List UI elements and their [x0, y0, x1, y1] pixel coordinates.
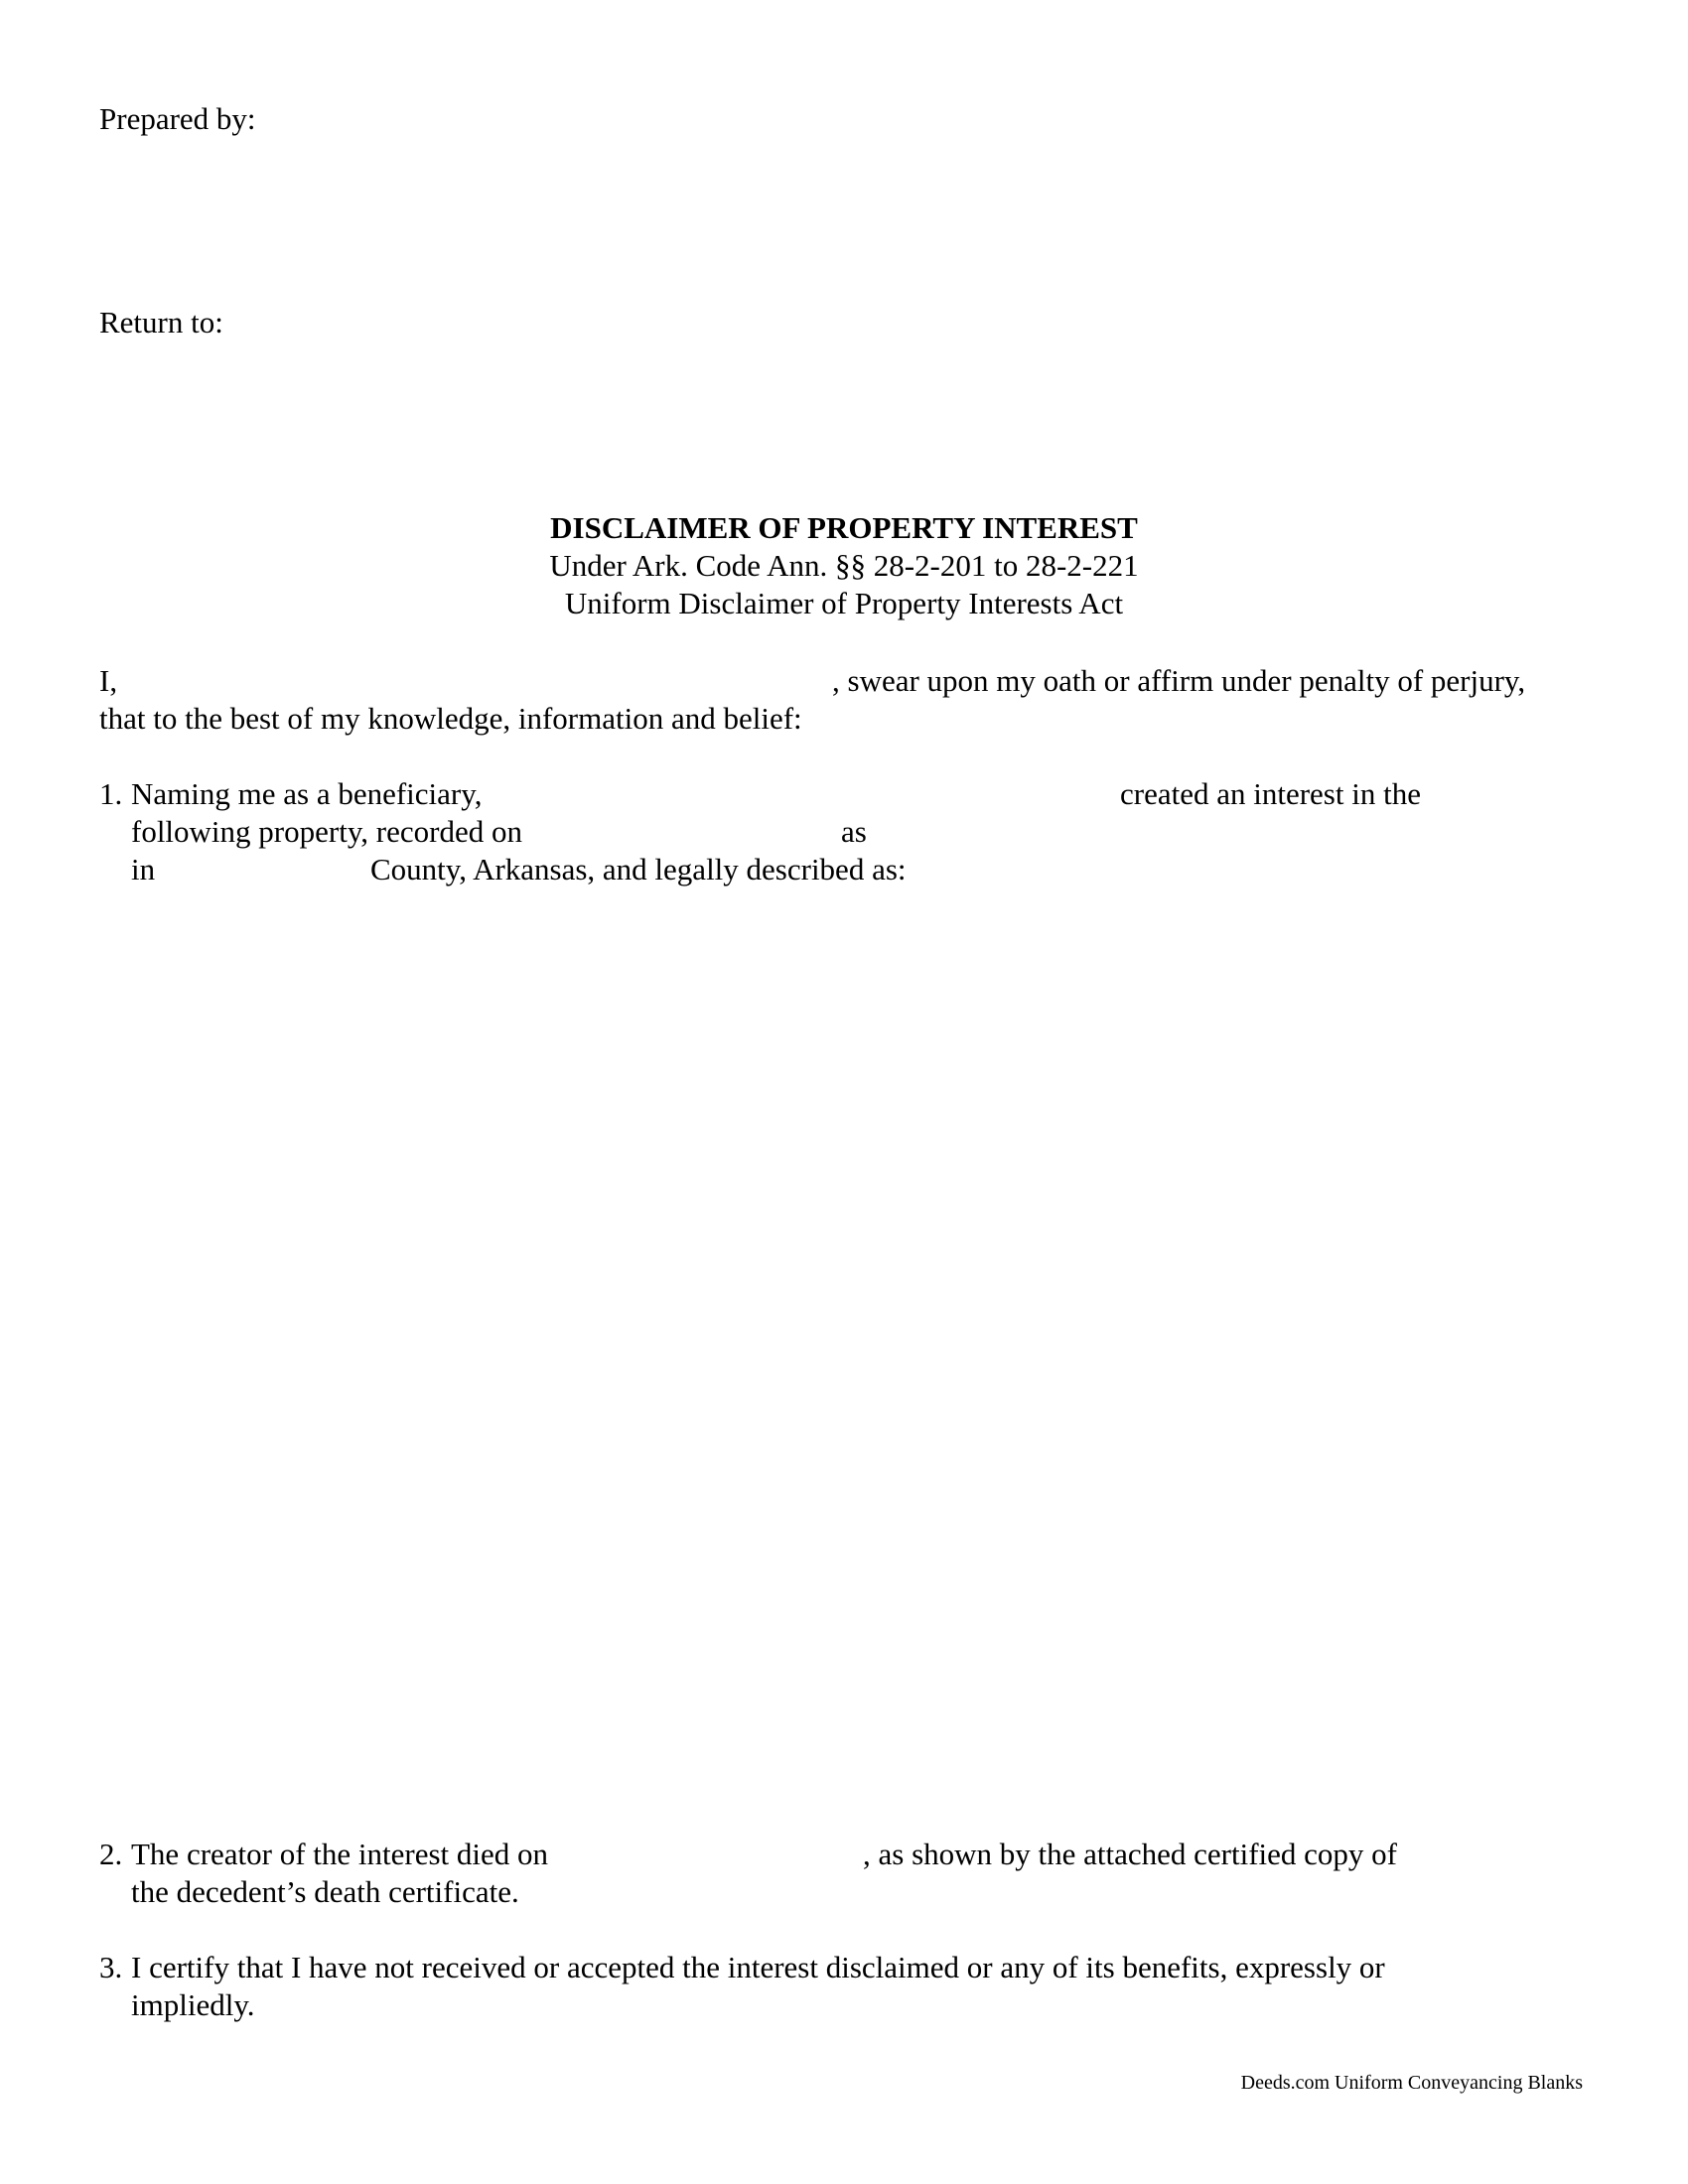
item-1-as: as [841, 814, 867, 849]
item-1-county: County, Arkansas, and legally described as: [370, 852, 907, 887]
item-2-text-2: , as shown by the attached certified copy of [863, 1837, 1398, 1871]
item-2-number: 2. [99, 1837, 123, 1871]
footer-credit: Deeds.com Uniform Conveyancing Blanks [1240, 2072, 1583, 2094]
item-2-text-1: The creator of the interest died on [131, 1837, 549, 1871]
item-1-number: 1. [99, 776, 123, 811]
oath-line-2: that to the best of my knowledge, information and belief: [99, 701, 802, 736]
return-to-label: Return to: [99, 305, 223, 340]
item-1-created: created an interest in the [1120, 776, 1421, 811]
statute-citation: Under Ark. Code Ann. §§ 28-2-201 to 28-2-221 [549, 548, 1139, 583]
item-2-line-2: the decedent’s death certificate. [131, 1874, 519, 1909]
item-1-following: following property, recorded on [131, 814, 522, 849]
item-3-line-2: impliedly. [131, 1987, 255, 2022]
prepared-by-label: Prepared by: [99, 101, 256, 136]
document-title: DISCLAIMER OF PROPERTY INTEREST [550, 510, 1138, 545]
item-1-in: in [131, 852, 156, 887]
item-3-number: 3. [99, 1950, 123, 1984]
item-3-line-1: I certify that I have not received or accepted the interest disclaimed or any of its benefits, expressly or [131, 1950, 1385, 1984]
oath-swear: , swear upon my oath or affirm under penalty of perjury, [832, 663, 1526, 698]
act-name: Uniform Disclaimer of Property Interests Act [564, 586, 1124, 620]
oath-i: I, [99, 663, 118, 698]
item-1-naming: Naming me as a beneficiary, [131, 776, 483, 811]
